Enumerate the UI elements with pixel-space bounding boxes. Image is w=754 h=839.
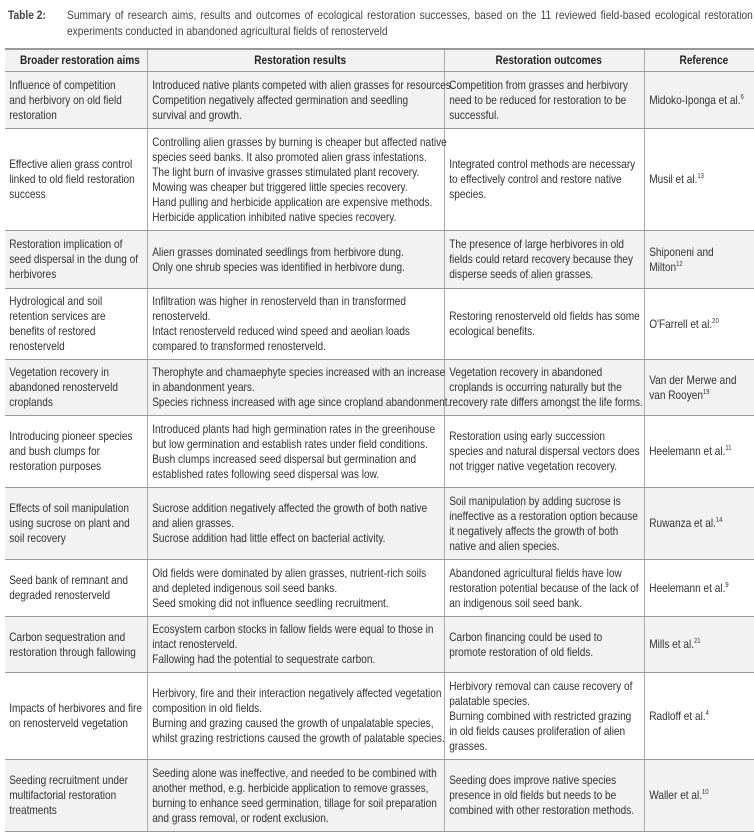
reference-number: 12 — [675, 260, 683, 268]
table-label: Table 2: — [8, 8, 46, 22]
outcomes-cell: Restoring renosterveld old fields has some ecological benefits. — [444, 289, 644, 360]
reference-text: Musil et al. — [648, 172, 697, 186]
reference-cell — [644, 488, 754, 560]
reference-text: Heelemann et al. — [648, 444, 725, 458]
reference-cell — [644, 72, 754, 129]
reference-text: Mills et al. — [648, 637, 694, 651]
aim-cell: Seed bank of remnant and degraded renosterveld — [5, 560, 147, 617]
aim-cell: Vegetation recovery in abandoned renosterveld croplands — [5, 360, 147, 416]
outcomes-cell: The presence of large herbivores in old fields could retard recovery because they disperse seeds of alien grasses. — [444, 231, 644, 289]
reference-cell — [644, 617, 754, 673]
results-cell: Old fields were dominated by alien grasses, nutrient-rich soils and depleted indigenous soil seed banks. Seed smoking did not influence seedling recruitment. — [147, 560, 444, 617]
reference-number: 9 — [724, 581, 729, 589]
results-cell: Ecosystem carbon stocks in fallow fields were equal to those in intact renosterveld. Fallowing had the potential to sequestrate carbon. — [147, 617, 444, 673]
table-row — [5, 231, 754, 289]
reference-number: 11 — [724, 445, 732, 452]
reference-cell — [644, 673, 754, 760]
outcomes-cell: Seeding does improve native species presence in old fields but needs to be combined with other restoration methods. — [444, 760, 644, 832]
reference-cell — [644, 560, 754, 617]
aim-cell: Influence of competition and herbivory on old field restoration — [5, 72, 147, 129]
restoration-summary-table — [5, 48, 754, 832]
outcomes-cell: Integrated control methods are necessary to effectively control and restore native species. — [444, 129, 644, 231]
aim-cell: Effective alien grass control linked to old field restoration success — [5, 129, 147, 231]
reference-number: 10 — [701, 789, 709, 796]
reference-number: 19 — [702, 388, 710, 396]
reference-text: O'Farrell et al. — [648, 316, 712, 331]
aim-cell: Hydrological and soil retention services are benefits of restored renosterveld — [5, 289, 147, 360]
table-row — [5, 416, 754, 488]
reference-cell — [644, 129, 754, 231]
results-cell: Infiltration was higher in renosterveld than in transformed renosterveld. Intact renosterveld reduced wind speed and aeolian loads compared to transformed renosterveld. — [147, 289, 444, 360]
table-row — [5, 360, 754, 416]
reference-number: 6 — [740, 93, 744, 101]
table-row — [5, 129, 754, 231]
table-row — [5, 488, 754, 560]
outcomes-cell: Soil manipulation by adding sucrose is ineffective as a restoration option because it negatively affects the growth of both native and alien species. — [444, 488, 644, 560]
header-aims: Broader restoration aims — [5, 49, 147, 72]
header-reference: Reference — [644, 49, 754, 72]
reference-text: Van der Merwe and van Rooyen — [648, 372, 736, 402]
reference-number: 20 — [711, 317, 719, 325]
table-row — [5, 560, 754, 617]
reference-cell — [644, 760, 754, 832]
table-row — [5, 617, 754, 673]
outcomes-cell: Vegetation recovery in abandoned croplands is occurring naturally but the recovery rate differs amongst the life forms. — [444, 360, 644, 416]
table-row — [5, 289, 754, 360]
results-cell: Alien grasses dominated seedlings from herbivore dung. Only one shrub species was identified in herbivore dung. — [147, 231, 444, 289]
results-cell: Seeding alone was ineffective, and needed to be combined with another method, e.g. herbicide application to remove grasses, burning to enhance seed germination, tillage for soil preparation and grass removal, or rodent exclusion. — [147, 760, 444, 832]
outcomes-cell: Carbon financing could be used to promote restoration of old fields. — [444, 617, 644, 673]
table-header-row — [5, 49, 754, 72]
table-row — [5, 673, 754, 760]
reference-number: 13 — [696, 173, 704, 180]
reference-cell — [644, 360, 754, 416]
reference-text: Radloff et al. — [648, 708, 706, 723]
results-cell: Herbivory, fire and their interaction negatively affected vegetation composition in old fields. Burning and grazing caused the growth of unpalatable species, whilst grazing restrictions caused the growth of palatable species. — [147, 673, 444, 760]
reference-number: 21 — [693, 638, 701, 645]
aim-cell: Effects of soil manipulation using sucrose on plant and soil recovery — [5, 488, 147, 560]
reference-number: 4 — [705, 709, 709, 717]
outcomes-cell: Abandoned agricultural fields have low restoration potential because of the lack of an indigenous soil seed bank. — [444, 560, 644, 617]
results-cell: Introduced native plants competed with alien grasses for resources. Competition negatively affected germination and seedling survival and growth. — [147, 72, 444, 129]
results-cell: Controlling alien grasses by burning is cheaper but affected native species seed banks. It also promoted alien grass infestations. The light burn of invasive grasses stimulated plant recovery. Mowing was cheaper but triggered little species recovery. Hand pulling and herbicide application are expensive methods. Herbicide application inhibited native species recovery. — [147, 129, 444, 231]
reference-text: Midoko-Iponga et al. — [648, 92, 741, 107]
reference-cell — [644, 416, 754, 488]
table-caption-text: Summary of research aims, results and outcomes of ecological restoration successes, based on the 11 reviewed field-based ecological restoration experiments conducted in abandoned agricultural fields of renosterveld — [67, 8, 753, 38]
reference-cell — [644, 289, 754, 360]
table-row — [5, 72, 754, 129]
reference-text: Shiponeni and Milton — [648, 244, 714, 274]
outcomes-cell: Competition from grasses and herbivory need to be reduced for restoration to be successful. — [444, 72, 644, 129]
reference-text: Heelemann et al. — [648, 580, 725, 595]
outcomes-cell: Herbivory removal can cause recovery of palatable species. Burning combined with restricted grazing in old fields causes proliferation of alien grasses. — [444, 673, 644, 760]
header-outcomes: Restoration outcomes — [444, 49, 644, 72]
results-cell: Introduced plants had high germination rates in the greenhouse but low germination and establish rates under field conditions. Bush clumps increased seed dispersal but germination and established rates following seed dispersal was low. — [147, 416, 444, 488]
results-cell: Sucrose addition negatively affected the growth of both native and alien grasses. Sucrose addition had little effect on bacterial activity. — [147, 488, 444, 560]
aim-cell: Introducing pioneer species and bush clumps for restoration purposes — [5, 416, 147, 488]
aim-cell: Restoration implication of seed dispersal in the dung of herbivores — [5, 231, 147, 289]
aim-cell: Seeding recruitment under multifactorial restoration treatments — [5, 760, 147, 832]
aim-cell: Impacts of herbivores and fire on renosterveld vegetation — [5, 673, 147, 760]
outcomes-cell: Restoration using early succession species and natural dispersal vectors does not trigger native vegetation recovery. — [444, 416, 644, 488]
reference-text: Waller et al. — [648, 788, 702, 802]
reference-text: Ruwanza et al. — [648, 516, 716, 530]
header-results: Restoration results — [147, 49, 444, 72]
table-row — [5, 760, 754, 832]
aim-cell: Carbon sequestration and restoration through fallowing — [5, 617, 147, 673]
reference-cell — [644, 231, 754, 289]
results-cell: Therophyte and chamaephyte species increased with an increase in abandonment years. Species richness increased with age since cropland abandonment. — [147, 360, 444, 416]
reference-number: 14 — [715, 517, 722, 524]
